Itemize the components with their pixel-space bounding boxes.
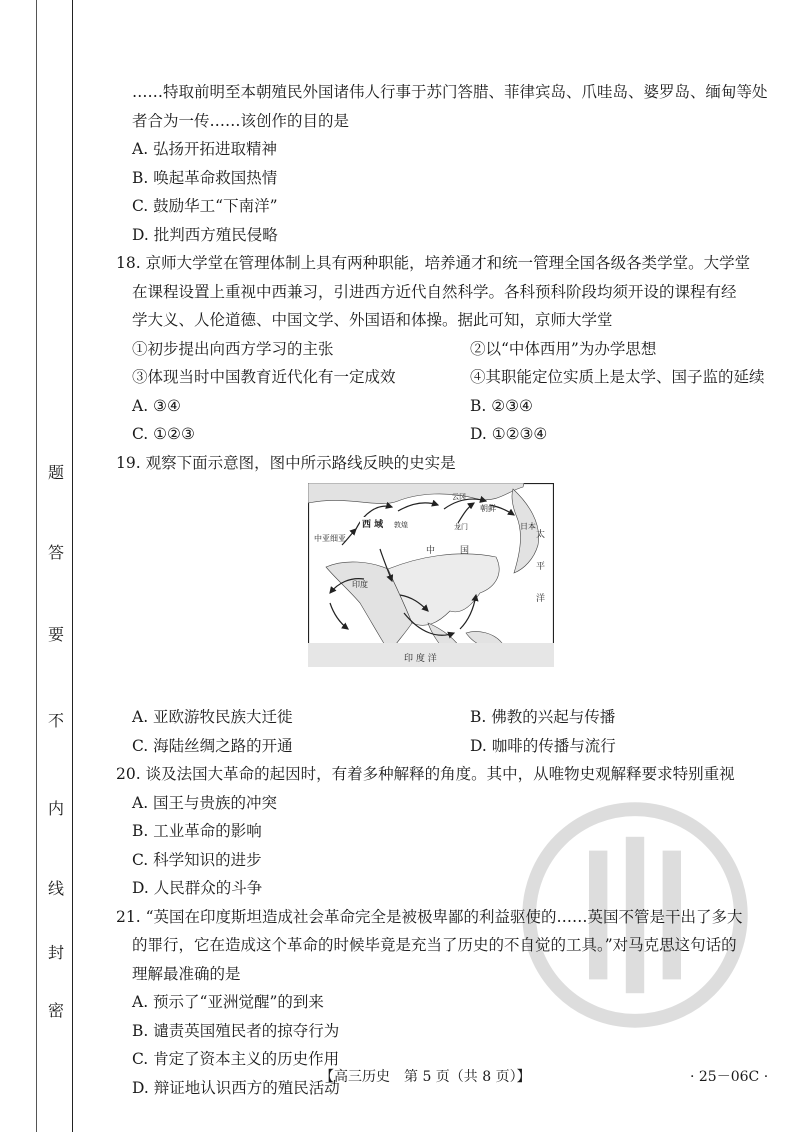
- q21-option-a: A. 预示了“亚洲觉醒”的到来: [132, 993, 324, 1011]
- map-label-zhongya: 中亚细亚: [314, 534, 346, 543]
- exam-code: · 25－06C ·: [690, 1069, 769, 1085]
- q19-options-row: [116, 732, 766, 761]
- map-label-longmen: 龙门: [454, 523, 468, 531]
- q18-stem-line: 在课程设置上重视中西兼习，引进西方近代自然科学。各科预科阶段均须开设的课程有经: [132, 282, 737, 301]
- q19-option-c: C. 海陆丝绸之路的开通: [132, 736, 293, 755]
- q18-option-c: C. ①②③: [132, 425, 195, 443]
- q21-option-b: B. 谴责英国殖民者的掠夺行为: [132, 1021, 340, 1040]
- q18-statement-1: ①初步提出向西方学习的主张: [132, 339, 334, 358]
- q21-option-c: C. 肯定了资本主义的历史作用: [132, 1050, 340, 1068]
- map-label-guo: 国: [460, 546, 470, 556]
- q20-stem: 20. 谈及法国大革命的起因时，有着多种解释的角度。其中，从唯物史观解释要求特别重视: [116, 765, 735, 783]
- question-18: [116, 249, 766, 449]
- binding-margin-outer-line: [36, 0, 37, 1132]
- q18-stem-line: 学大义、人伦道德、中国文学、外国语和体操。据此可知，京师大学堂: [132, 311, 613, 329]
- q18-statement-4: ④其职能定位实质上是太学、国子监的延续: [470, 368, 765, 386]
- q17-stem-line: 者合为一传……该创作的目的是: [132, 111, 350, 130]
- q20-option-d: D. 人民群众的斗争: [132, 879, 263, 897]
- q17-option-d: D. 批判西方殖民侵略: [132, 225, 278, 244]
- q19-option-d: D. 咖啡的传播与流行: [470, 736, 616, 755]
- margin-char: 密: [47, 1001, 64, 1020]
- map-label-yindu: 印度: [352, 580, 368, 589]
- margin-char: 题: [47, 463, 64, 482]
- binding-margin-line: [72, 0, 73, 1132]
- map-label-ping: 平: [536, 562, 546, 572]
- q19-map-container: [116, 477, 766, 703]
- margin-char: 答: [47, 543, 64, 562]
- map-label-zhong: 中: [426, 546, 436, 556]
- q18-statement-3: ③体现当时中国教育近代化有一定成效: [132, 368, 396, 386]
- q18-options-row: [116, 420, 766, 449]
- question-17: [116, 78, 766, 249]
- map-label-tai: 太: [536, 530, 546, 540]
- q21-stem-line: 21. “英国在印度斯坦造成社会革命完全是被极卑鄙的利益驱使的……英国不管是干出了多大: [116, 907, 743, 926]
- q19-option-b: B. 佛教的兴起与传播: [470, 708, 616, 726]
- question-20: [116, 760, 766, 903]
- q18-option-a: A. ③④: [132, 396, 181, 415]
- q19-option-a: A. 亚欧游牧民族大迁徙: [132, 708, 293, 726]
- q18-stem-line: 18. 京师大学堂在管理体制上具有两种职能，培养通才和统一管理全国各级各类学堂。大学堂: [116, 254, 751, 272]
- q18-option-d: D. ①②③④: [470, 425, 548, 443]
- q18-statement-2: ②以“中体西用”为办学思想: [470, 339, 657, 358]
- q19-stem: 19. 观察下面示意图，图中所示路线反映的史实是: [116, 453, 456, 472]
- margin-char: 不: [47, 711, 64, 730]
- question-19: [116, 449, 766, 761]
- margin-char: 要: [47, 625, 64, 644]
- q20-option-c: C. 科学知识的进步: [132, 850, 262, 869]
- map-label-yungang: 云冈: [452, 493, 466, 501]
- q21-stem-line: 的罪行，它在造成这个革命的时候毕竟是充当了历史的不自觉的工具。”对马克思这句话的: [132, 936, 737, 954]
- q17-option-b: B. 唤起革命救国热情: [132, 168, 278, 187]
- exam-page-content: [116, 78, 769, 1102]
- q17-stem-line: ……特取前明至本朝殖民外国诸伟人行事于苏门答腊、菲律宾岛、爪哇岛、婆罗岛、缅甸等处: [132, 83, 768, 101]
- q18-option-b: B. ②③④: [470, 396, 533, 415]
- map-label-yang: 洋: [536, 594, 546, 604]
- map-label-xiyu: 西 域: [362, 520, 384, 530]
- map-label-dunhuang: 敦煌: [394, 521, 408, 529]
- q18-options-row: [116, 392, 766, 421]
- q20-option-a: A. 国王与贵族的冲突: [132, 793, 278, 812]
- q17-option-a: A. 弘扬开拓进取精神: [132, 140, 278, 158]
- q18-statements-row: [116, 363, 766, 392]
- q21-stem-line: 理解最准确的是: [132, 964, 241, 983]
- q19-options-row: [116, 703, 766, 732]
- map-label-riben: 日本: [520, 522, 536, 531]
- map-label-chaoxian: 朝鲜: [480, 504, 496, 513]
- q17-option-c: C. 鼓励华工“下南洋”: [132, 197, 278, 215]
- margin-char: 封: [47, 943, 64, 962]
- q21-option-d: D. 辩证地认识西方的殖民活动: [132, 1078, 340, 1097]
- q20-option-b: B. 工业革命的影响: [132, 822, 262, 840]
- page-info: 【高三历史 第 5 页（共 8 页）】: [320, 1069, 531, 1085]
- margin-char: 内: [47, 799, 64, 818]
- map-label-yinduyang: 印 度 洋: [404, 654, 437, 664]
- q18-statements-row: [116, 335, 766, 364]
- q19-route-map: [308, 483, 554, 667]
- margin-char: 线: [47, 879, 64, 898]
